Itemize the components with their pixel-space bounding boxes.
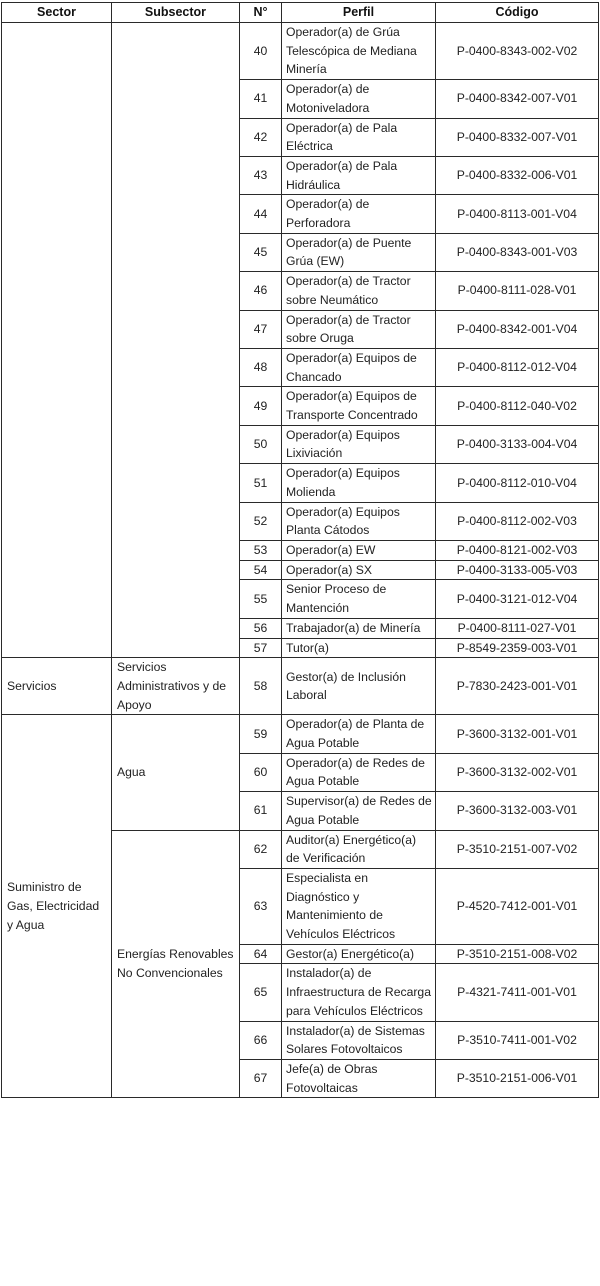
profile-name: Operador(a) de Tractor sobre Oruga: [282, 310, 436, 348]
row-number: 54: [240, 560, 282, 580]
header-perfil: Perfil: [282, 3, 436, 23]
profile-name: Jefe(a) de Obras Fotovoltaicas: [282, 1059, 436, 1097]
profile-name: Supervisor(a) de Redes de Agua Potable: [282, 792, 436, 830]
profile-code: P-3510-2151-008-V02: [436, 944, 599, 964]
row-number: 44: [240, 195, 282, 233]
row-number: 48: [240, 348, 282, 386]
row-number: 56: [240, 618, 282, 638]
header-sector: Sector: [2, 3, 112, 23]
header-subsector: Subsector: [112, 3, 240, 23]
row-number: 67: [240, 1059, 282, 1097]
profile-code: P-0400-3121-012-V04: [436, 580, 599, 618]
profile-code: P-0400-8112-012-V04: [436, 348, 599, 386]
row-number: 46: [240, 272, 282, 310]
row-number: 42: [240, 118, 282, 156]
profile-name: Senior Proceso de Mantención: [282, 580, 436, 618]
profile-code: P-0400-8332-007-V01: [436, 118, 599, 156]
row-number: 50: [240, 425, 282, 463]
profile-code: P-8549-2359-003-V01: [436, 638, 599, 658]
profile-name: Auditor(a) Energético(a) de Verificación: [282, 830, 436, 868]
subsector-cell: Energías Renovables No Convencionales: [112, 830, 240, 1098]
profile-code: P-7830-2423-001-V01: [436, 658, 599, 715]
profile-name: Operador(a) de Tractor sobre Neumático: [282, 272, 436, 310]
row-number: 57: [240, 638, 282, 658]
row-number: 59: [240, 715, 282, 753]
profile-name: Gestor(a) de Inclusión Laboral: [282, 658, 436, 715]
profile-code: P-3510-7411-001-V02: [436, 1021, 599, 1059]
profile-code: P-0400-8112-040-V02: [436, 387, 599, 425]
profile-code: P-0400-8112-002-V03: [436, 502, 599, 540]
profile-code: P-0400-8111-028-V01: [436, 272, 599, 310]
profile-name: Operador(a) de Pala Eléctrica: [282, 118, 436, 156]
profile-name: Operador(a) Equipos de Chancado: [282, 348, 436, 386]
profile-name: Especialista en Diagnóstico y Mantenimiento de Vehículos Eléctricos: [282, 868, 436, 944]
sector-cell-mineria: [2, 23, 112, 658]
row-number: 45: [240, 233, 282, 271]
profile-code: P-0400-8343-001-V03: [436, 233, 599, 271]
profile-name: Operador(a) de Planta de Agua Potable: [282, 715, 436, 753]
profile-code: P-0400-8111-027-V01: [436, 618, 599, 638]
row-number: 58: [240, 658, 282, 715]
profile-name: Operador(a) SX: [282, 560, 436, 580]
profile-name: Instalador(a) de Sistemas Solares Fotovoltaicos: [282, 1021, 436, 1059]
profile-code: P-3600-3132-001-V01: [436, 715, 599, 753]
profile-name: Operador(a) de Redes de Agua Potable: [282, 753, 436, 791]
profile-name: Gestor(a) Energético(a): [282, 944, 436, 964]
profile-code: P-0400-8121-002-V03: [436, 540, 599, 560]
row-number: 62: [240, 830, 282, 868]
profile-code: P-0400-8332-006-V01: [436, 156, 599, 194]
header-codigo: Código: [436, 3, 599, 23]
sector-cell: Suministro de Gas, Electricidad y Agua: [2, 715, 112, 1098]
header-num: N°: [240, 3, 282, 23]
row-number: 53: [240, 540, 282, 560]
profile-code: P-3510-2151-006-V01: [436, 1059, 599, 1097]
profile-code: P-0400-8112-010-V04: [436, 464, 599, 502]
profile-name: Operador(a) de Perforadora: [282, 195, 436, 233]
row-number: 49: [240, 387, 282, 425]
profile-name: Operador(a) de Pala Hidráulica: [282, 156, 436, 194]
profile-code: P-4321-7411-001-V01: [436, 964, 599, 1021]
profile-code: P-0400-8343-002-V02: [436, 23, 599, 80]
profile-code: P-0400-8113-001-V04: [436, 195, 599, 233]
row-number: 60: [240, 753, 282, 791]
profiles-table: [1, 2, 599, 1098]
row-number: 52: [240, 502, 282, 540]
profile-name: Operador(a) EW: [282, 540, 436, 560]
subsector-cell-mineria: [112, 23, 240, 658]
profile-name: Operador(a) de Puente Grúa (EW): [282, 233, 436, 271]
profile-name: Operador(a) Equipos Molienda: [282, 464, 436, 502]
profile-code: P-0400-8342-001-V04: [436, 310, 599, 348]
profile-name: Operador(a) Equipos Planta Cátodos: [282, 502, 436, 540]
row-number: 64: [240, 944, 282, 964]
row-number: 41: [240, 80, 282, 118]
row-number: 47: [240, 310, 282, 348]
row-number: 65: [240, 964, 282, 1021]
profile-name: Operador(a) Equipos de Transporte Concentrado: [282, 387, 436, 425]
profile-code: P-3600-3132-003-V01: [436, 792, 599, 830]
profile-code: P-0400-3133-004-V04: [436, 425, 599, 463]
table-row: [2, 658, 599, 715]
profile-code: P-3600-3132-002-V01: [436, 753, 599, 791]
table-row: [2, 23, 599, 80]
profile-name: Operador(a) de Grúa Telescópica de Mediana Minería: [282, 23, 436, 80]
profile-name: Trabajador(a) de Minería: [282, 618, 436, 638]
row-number: 40: [240, 23, 282, 80]
subsector-cell: Agua: [112, 715, 240, 830]
row-number: 51: [240, 464, 282, 502]
profile-code: P-0400-8342-007-V01: [436, 80, 599, 118]
profile-code: P-4520-7412-001-V01: [436, 868, 599, 944]
subsector-cell: Servicios Administrativos y de Apoyo: [112, 658, 240, 715]
profile-code: P-3510-2151-007-V02: [436, 830, 599, 868]
table-row: [2, 715, 599, 753]
page: [0, 2, 600, 1286]
row-number: 61: [240, 792, 282, 830]
profile-name: Tutor(a): [282, 638, 436, 658]
row-number: 55: [240, 580, 282, 618]
profile-name: Operador(a) de Motoniveladora: [282, 80, 436, 118]
row-number: 63: [240, 868, 282, 944]
sector-cell: Servicios: [2, 658, 112, 715]
header-row: [2, 3, 599, 23]
profile-code: P-0400-3133-005-V03: [436, 560, 599, 580]
row-number: 43: [240, 156, 282, 194]
row-number: 66: [240, 1021, 282, 1059]
profile-name: Operador(a) Equipos Lixiviación: [282, 425, 436, 463]
profile-name: Instalador(a) de Infraestructura de Recarga para Vehículos Eléctricos: [282, 964, 436, 1021]
